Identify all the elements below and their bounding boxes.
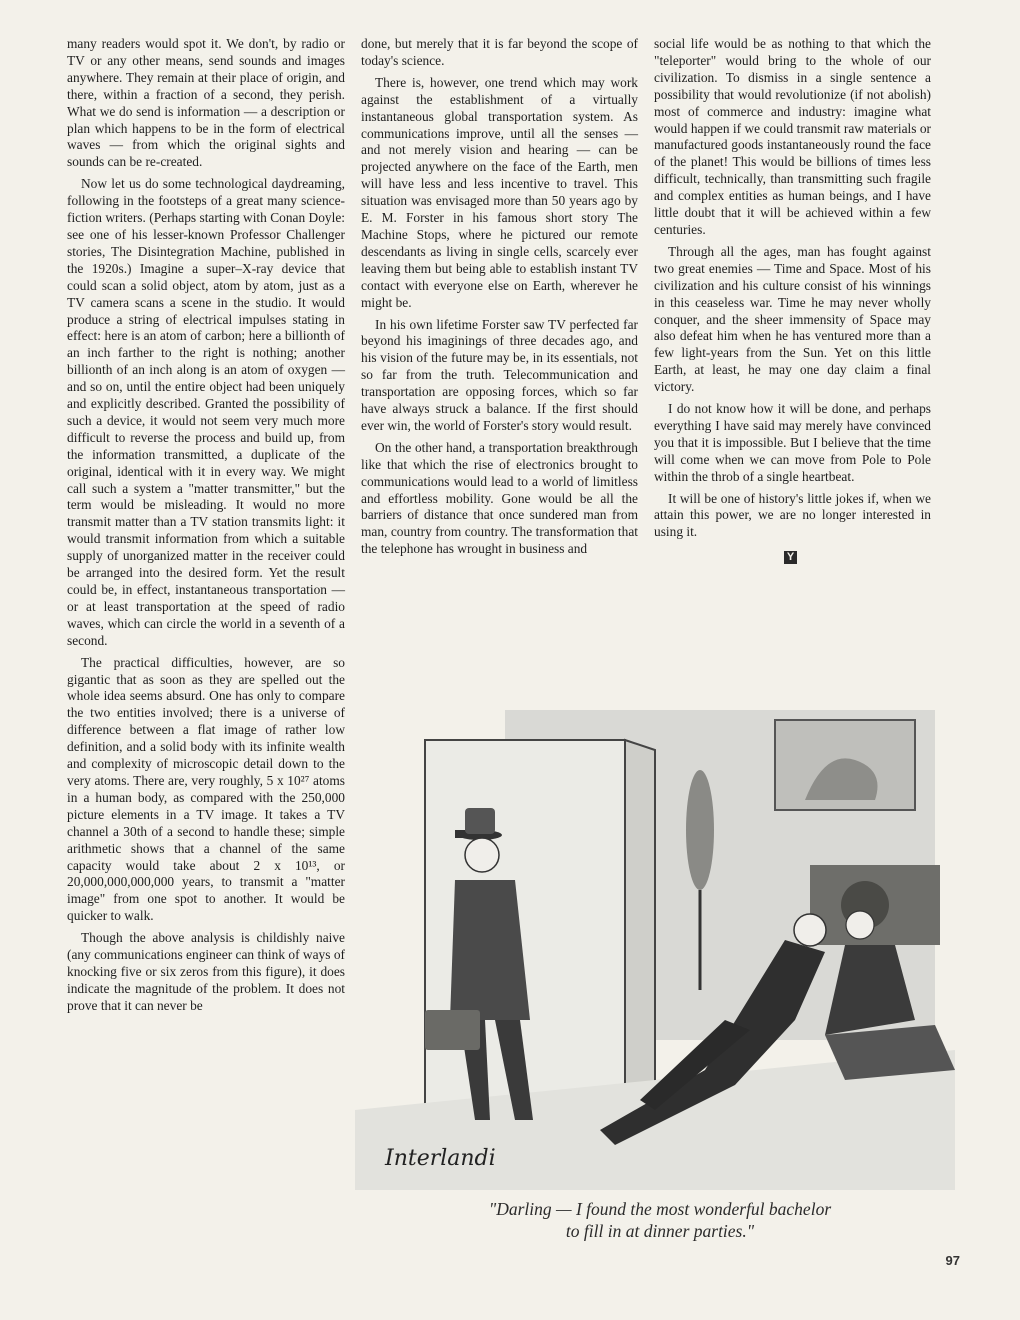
paragraph: The practical difficulties, however, are so gigantic that as soon as they are spelled out the whole idea seems absurd. One has only to compare the two entities involved; there is a universe of difference between a flat image of rather low definition, and a solid body with its infinite wealth and complexity of microscopic detail down to the very atoms. There are, very roughly, 5 x 10²⁷ atoms in a human body, as compared with the 250,000 picture elements in a TV image. It takes a TV channel a 30th of a second to handle these; simple arithmetic shows that a channel of the same capacity would take about 2 x 10¹³, or 20,000,000,000,000 years, to transmit a "matter image" from one spot to another. It would be quicker to walk.: [67, 654, 345, 924]
cartoon-caption: [380, 1198, 940, 1242]
page-number: 97: [945, 1253, 960, 1268]
paragraph: Now let us do some technological daydreaming, following in the footsteps of a great many science-fiction writers. (Perhaps starting with Conan Doyle: see one of his lesser-known Professor Challenger stories, The Disintegration Machine, published in the 1920s.) Imagine a super–X-ray device that could scan a solid object, atom by atom, just as a TV camera scans a scene in the studio. It would produce a string of electrical impulses stating in effect: here is an atom of carbon; here a billionth of an inch farther to the right is nothing; another billionth of an inch along is an atom of oxygen — and so on, until the entire object had been uniquely and explicitly described. Granted the possibility of such a device, it would not seem very much more difficult to reverse the process and build up, from the information transmitted, a duplicate of the original, identical with it in every way. We might call such a system a "matter transmitter," but the term would be misleading. It would no more transmit matter than a TV station transmits light: it would transmit information from which a suitable supply of unorganized matter in the receiver could be arranged into the desired form. Yet the result could be, in effect, instantaneous transportation — or at least transportation at the speed of radio waves, which can circle the world in a seventh of a second.: [67, 176, 345, 648]
text-column-3: [654, 36, 931, 564]
caption-line: to fill in at dinner parties.": [565, 1221, 755, 1241]
paragraph: It will be one of history's little jokes if, when we attain this power, we are no longer interested in using it.: [654, 490, 931, 540]
text-column-1: [67, 36, 345, 1020]
cartoon-illustration: [355, 690, 955, 1190]
paragraph: many readers would spot it. We don't, by radio or TV or any other means, send sounds and images anywhere. They remain at their place of origin, and there, within a fraction of a second, they perish. What we do send is information — a description or plan which happens to be in the form of electrical waves — from which the original sights and sounds can be re-created.: [67, 36, 345, 170]
paragraph: done, but merely that it is far beyond the scope of today's science.: [361, 36, 638, 68]
paragraph: social life would be as nothing to that which the "teleporter" would bring to the whole of our civilization. To dismiss in a single sentence a possibility that would revolutionize (if not abolish) most of commerce and industry: imagine what would happen if we could transmit raw materials or manufactured goods instantaneously round the face of the planet! This would be billions of times less difficult, technically, than transmitting such fragile and complex entities as human beings, and I have little doubt that it will be achieved within a few centuries.: [654, 36, 931, 237]
paragraph: I do not know how it will be done, and perhaps everything I have said may merely have convinced you that it is impossible. But I believe that the time will come when we can move from Pole to Pole within the throb of a single heartbeat.: [654, 401, 931, 484]
paragraph: Though the above analysis is childishly naive (any communications engineer can think of ways of knocking five or six zeros from this figure), it does indicate the magnitude of the problem. It does not prove that it can never be: [67, 930, 345, 1013]
end-mark-icon: Y: [784, 551, 797, 564]
paragraph: In his own lifetime Forster saw TV perfected far beyond his imaginings of three decades ago, and his vision of the future may be, in its essentials, not so far from the truth. Telecommunication and transportation are opposing forces, which so far have always struck a balance. If the first should ever win, the world of Forster's story would result.: [361, 316, 638, 433]
paragraph: On the other hand, a transportation breakthrough like that which the rise of electronics brought to communications would lead to a world of limitless and effortless mobility. Gone would be all the barriers of distance that once sundered man from man, country from country. The transformation that the telephone has wrought in business and: [361, 439, 638, 557]
lamp: [686, 770, 714, 890]
artist-signature: Interlandi: [385, 1146, 496, 1171]
door: [625, 740, 655, 1110]
briefcase: [425, 1010, 480, 1050]
paragraph: There is, however, one trend which may work against the establishment of a virtually instantaneous global transportation system. As communications improve, until all the senses — and not merely vision and hearing — can be projected anywhere on the face of the Earth, men will have less and less incentive to travel. This situation was envisaged more than 50 years ago by E. M. Forster in his famous short story The Machine Stops, where he pictured our remote descendants as living in single cells, scarcely ever leaving them but being able to establish instant TV contact with everyone else on Earth, wherever he might be.: [361, 74, 638, 310]
paragraph: Through all the ages, man has fought against two great enemies — Time and Space. Most of his civilization and his culture consist of his winnings in this ceaseless war. Time he may never wholly conquer, and the sheer immensity of Space may also defeat him when he has ventured more than a few light-years from the Sun. Yet on this little Earth, at least, he may one day claim a final victory.: [654, 243, 931, 395]
text-column-2: [361, 36, 638, 563]
caption-line: "Darling — I found the most wonderful bachelor: [488, 1199, 832, 1219]
